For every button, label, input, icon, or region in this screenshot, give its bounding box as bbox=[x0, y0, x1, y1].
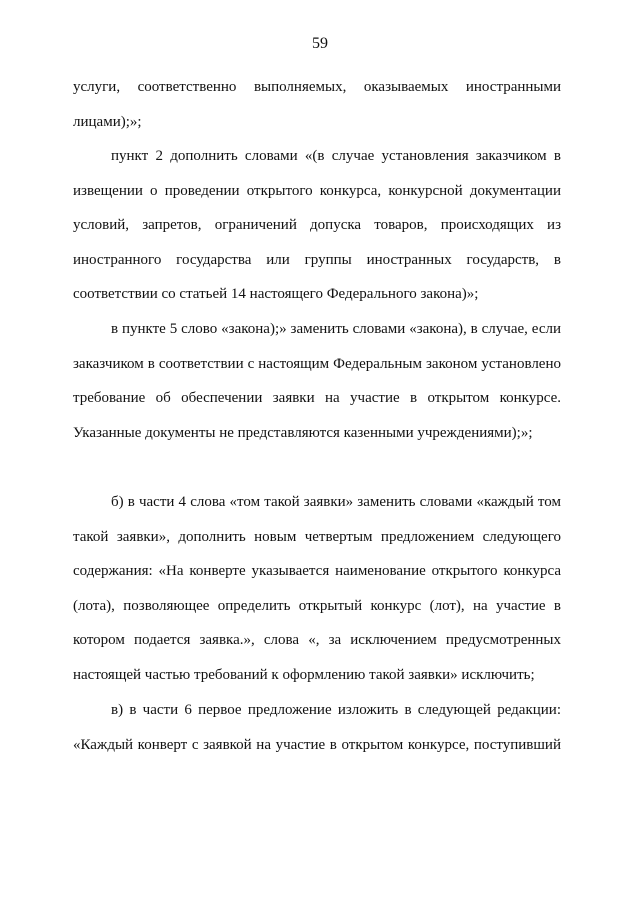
paragraph-2: пункт 2 дополнить словами «(в случае установления заказчиком в извещении о проведении открытого конкурса, конкурсной документации условий, запретов, ограничений допуска товаров, происходящих из иностранного государства или группы иностранных государств, в соответствии со статьей 14 настоящего Федерального закона)»; bbox=[73, 148, 561, 302]
paragraph-4: б) в части 4 слова «том такой заявки» заменить словами «каждый том такой заявки», дополнить новым четвертым предложением следующего содержания: «На конверте указывается наименование открытого конкурса (лота), позволяющее определить открытый конкурс (лот), на участие в котором подается заявка.», слова «, за исключением предусмотренных настоящей частью требований к оформлению такой заявки» исключить; bbox=[73, 494, 561, 683]
paragraph-3: в пункте 5 слово «закона);» заменить словами «закона), в случае, если заказчиком в соответствии с настоящим Федеральным законом установлено требование об обеспечении заявки на участие в открытом конкурсе. Указанные документы не представляются казенными учреждениями);»; bbox=[73, 321, 561, 441]
page-number: 59 bbox=[312, 35, 328, 52]
paragraph-5: в) в части 6 первое предложение изложить в следующей редакции: «Каждый конверт с заявкой на участие в открытом конкурсе, поступивший bbox=[73, 702, 561, 753]
paragraph-1: услуги, соответственно выполняемых, оказываемых иностранными лицами);»; bbox=[73, 79, 561, 130]
